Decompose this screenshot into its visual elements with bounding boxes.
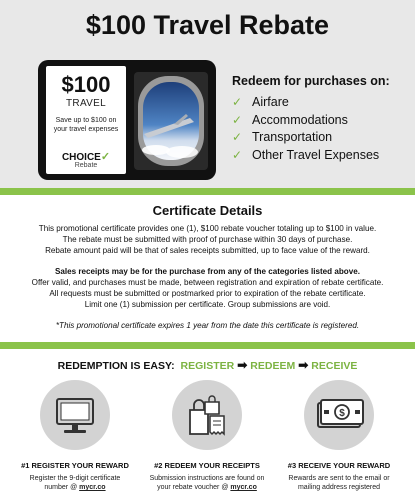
step2-link[interactable]: mycr.co: [230, 484, 257, 491]
computer-icon-circle: [40, 380, 110, 450]
redeem-heading: Redeem for purchases on:: [232, 74, 390, 88]
details-heading: Certificate Details: [152, 203, 263, 218]
divider-bar-top: [0, 188, 415, 195]
step1-link[interactable]: mycr.co: [79, 484, 106, 491]
redemption-label: REDEMPTION IS EASY:: [57, 360, 175, 372]
arrow-right-icon: ➡: [237, 358, 248, 372]
shopping-receipt-icon-circle: [172, 380, 242, 450]
card-info-panel: [46, 66, 126, 174]
redeem-list: [232, 94, 379, 164]
cash-icon: [304, 380, 374, 450]
details-bold-line: Sales receipts may be for the purchase from any of the categories listed above.: [55, 267, 360, 276]
brand-name: CHOICE: [61, 152, 101, 163]
step3-line1: Rewards are sent to the email or: [288, 475, 390, 482]
step2-text: [138, 474, 276, 492]
step3-line2: mailing address registered: [297, 484, 381, 491]
step3-text: [270, 474, 408, 492]
step1-line1: Register the 9-digit certificate: [29, 475, 121, 482]
step2-line1: Submission instructions are found on: [149, 475, 265, 482]
step1-text: [6, 474, 144, 492]
header-section: [0, 0, 415, 188]
brand-check-icon: ✓: [100, 151, 111, 163]
redemption-step-register: REGISTER: [180, 360, 235, 372]
rebate-card: [38, 60, 216, 180]
check-icon: ✓: [232, 130, 243, 144]
check-icon: ✓: [232, 147, 243, 162]
list-item-label: Other Travel Expenses: [252, 147, 380, 162]
brand-sub: Rebate: [74, 162, 98, 169]
list-item: [232, 112, 379, 130]
list-item: [232, 147, 379, 165]
expiry-note: *This promotional certificate expires 1 year from the date this certificate is registered.: [55, 321, 360, 330]
step2-heading: #2 REDEEM YOUR RECEIPTS: [154, 461, 260, 470]
details-line: This promotional certificate provides one (1), $100 rebate voucher totaling up to $100 in value.: [38, 224, 377, 233]
step1-line2: number @: [44, 484, 80, 491]
step3-heading: #3 RECEIVE YOUR REWARD: [287, 461, 391, 470]
redemption-step-redeem: REDEEM: [250, 360, 296, 372]
check-icon: ✓: [232, 95, 243, 109]
cash-icon-circle: [304, 380, 374, 450]
details-line: All requests must be submitted or postmarked prior to expiration of the rebate certificate.: [49, 289, 366, 298]
svg-text:$: $: [339, 408, 345, 419]
computer-icon: [40, 380, 110, 450]
redemption-step-receive: RECEIVE: [311, 360, 358, 372]
card-amount: $100: [61, 72, 111, 97]
divider-bar-bottom: [0, 342, 415, 349]
details-line: Rebate amount paid will be that of sales receipts submitted, up to face value of the reward.: [45, 246, 370, 255]
list-item: [232, 129, 379, 147]
redemption-banner: [0, 358, 415, 372]
list-item-label: Accommodations: [252, 112, 348, 127]
page-title: $100 Travel Rebate: [85, 10, 330, 40]
step2-line2: your rebate voucher @: [157, 484, 231, 491]
card-label: TRAVEL: [66, 98, 106, 109]
card-subtitle: Save up to $100 on your travel expenses: [53, 117, 119, 133]
arrow-right-icon: ➡: [298, 358, 309, 372]
details-line: The rebate must be submitted with proof of purchase within 30 days of purchase.: [62, 235, 353, 244]
list-item: [232, 94, 379, 112]
list-item-label: Transportation: [252, 130, 333, 144]
details-line: Limit one (1) submission per certificate. Group submissions are void.: [84, 300, 331, 309]
check-icon: ✓: [232, 112, 243, 127]
list-item-label: Airfare: [252, 95, 289, 109]
details-line: Offer valid, and purchases must be made, between registration and expiration of rebate certificate.: [31, 278, 384, 287]
details-body: [4, 223, 411, 331]
airplane-window-image: [134, 72, 208, 170]
shopping-receipt-icon: [172, 380, 242, 450]
step1-heading: #1 REGISTER YOUR REWARD: [21, 461, 129, 470]
